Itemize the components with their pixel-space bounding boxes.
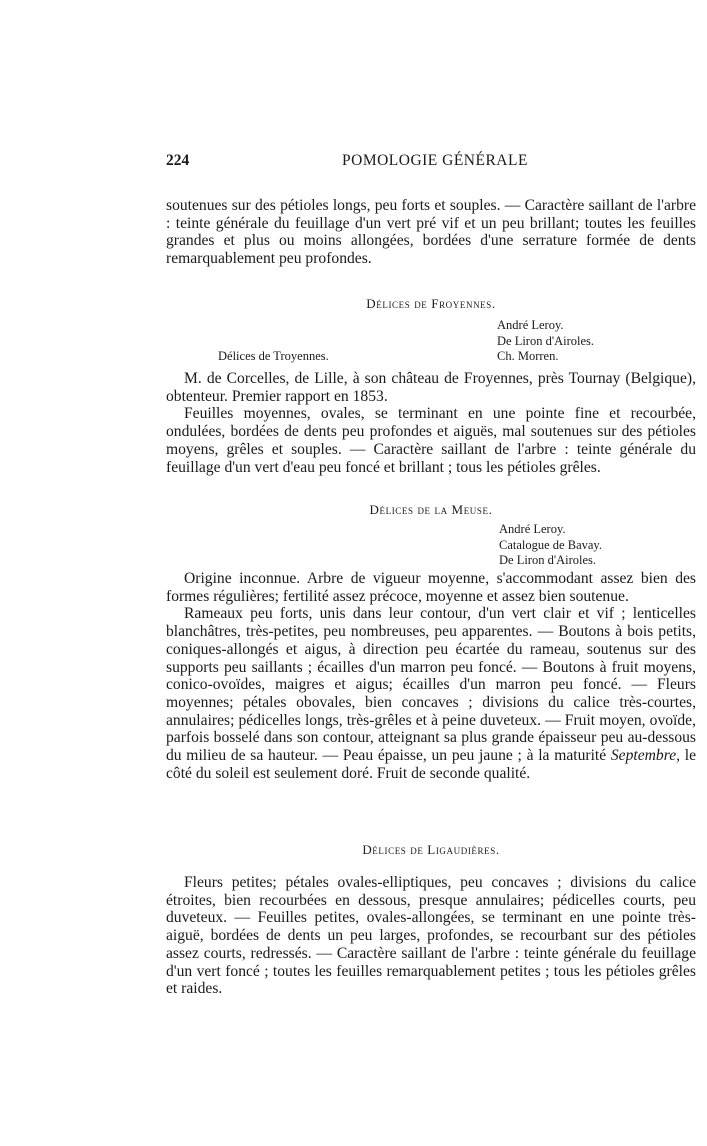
section-title-meuse: Délices de la Meuse. bbox=[369, 502, 493, 517]
running-title: POMOLOGIE GÉNÉRALE bbox=[342, 152, 528, 169]
paragraph: Fleurs petites; pétales ovales-elliptiques, peu concaves ; divisions du calice étroites, bien recourbées en dessous, presque annulaires; pédicelles courts, peu duveteux. — Feuilles petites, ovales-allongées, se terminant en une pointe très-aiguë, bordées de dents un peu larges, profondes, se recourbant sur des pétioles assez courts, redressés. — Caractère saillant de l'arbre : teinte générale du feuillage d'un vert foncé ; toutes les feuilles remarquablement petites ; tous les pétioles grêles et raides. bbox=[166, 874, 696, 998]
authorities-froyennes bbox=[497, 318, 594, 365]
page-number: 224 bbox=[166, 152, 190, 169]
authority: De Liron d'Airoles. bbox=[499, 553, 597, 567]
italic-month: Septembre, bbox=[610, 747, 681, 765]
authority: Catalogue de Bavay. bbox=[499, 537, 602, 552]
synonym-froyennes bbox=[218, 349, 329, 365]
authority: André Leroy. bbox=[497, 318, 564, 332]
paragraph: M. de Corcelles, de Lille, à son château de Froyennes, près Tournay (Belgique), obtenteur. Premier rapport en 1853. bbox=[166, 370, 696, 405]
paragraph-tail: le côté du soleil est seulement doré. Fruit de seconde qualité. bbox=[166, 747, 696, 782]
authority: Ch. Morren. bbox=[497, 349, 559, 363]
paragraph bbox=[166, 605, 696, 782]
synonym: Délices de Troyennes. bbox=[218, 349, 329, 363]
paragraph-text: Rameaux peu forts, unis dans leur contour, d'un vert clair et vif ; lenticelles blanchâtres, très-petites, peu nombreuses, peu apparentes. — Boutons à bois petits, coniques-allongés et aigus, à direction peu écartée du rameau, soutenus sur des supports peu saillants ; écailles d'un marron peu foncé. — Boutons à fruit moyens, conico-ovoïdes, maigres et aigus; écailles d'un marron peu foncé. — Fleurs moyennes; pétales obovales, bien concaves ; divisions du calice très-courtes, annulaires; pédicelles longs, très-grêles et à peine duveteux. — Fruit moyen, ovoïde, parfois bosselé dans son contour, atteignant sa plus grande épaisseur peu au-dessous du milieu de sa hauteur. — Peau épaisse, un peu jaune ; à la maturité bbox=[166, 605, 696, 765]
authority: De Liron d'Airoles. bbox=[497, 333, 595, 348]
section-body-meuse bbox=[166, 570, 696, 782]
section-title-ligaudieres: Délices de Ligaudières. bbox=[362, 842, 500, 857]
authorities-meuse bbox=[499, 522, 602, 569]
running-header bbox=[166, 152, 696, 174]
paragraph: Feuilles moyennes, ovales, se terminant en une pointe fine et recourbée, ondulées, bordées de dents peu profondes et aiguës, mal soutenues sur des pétioles moyens, grêles et souples. — Caractère saillant de l'arbre : teinte générale du feuillage d'un vert d'eau peu foncé et brillant ; tous les pétioles grêles. bbox=[166, 405, 696, 476]
section-body-froyennes bbox=[166, 370, 696, 476]
continuation-paragraph bbox=[166, 197, 696, 268]
authority: André Leroy. bbox=[499, 522, 566, 536]
section-title-froyennes: Délices de Froyennes. bbox=[366, 296, 496, 311]
paragraph: soutenues sur des pétioles longs, peu forts et souples. — Caractère saillant de l'arbre : teinte générale du feuillage d'un vert pré vif et un peu brillant; toutes les feuilles grandes et plus ou moins allongées, bordées d'une serrature formée de dents remarquablement peu profondes. bbox=[166, 197, 696, 268]
paragraph: Origine inconnue. Arbre de vigueur moyenne, s'accommodant assez bien des formes régulières; fertilité assez précoce, moyenne et assez bien soutenue. bbox=[166, 570, 696, 605]
section-body-ligaudieres bbox=[166, 874, 696, 998]
